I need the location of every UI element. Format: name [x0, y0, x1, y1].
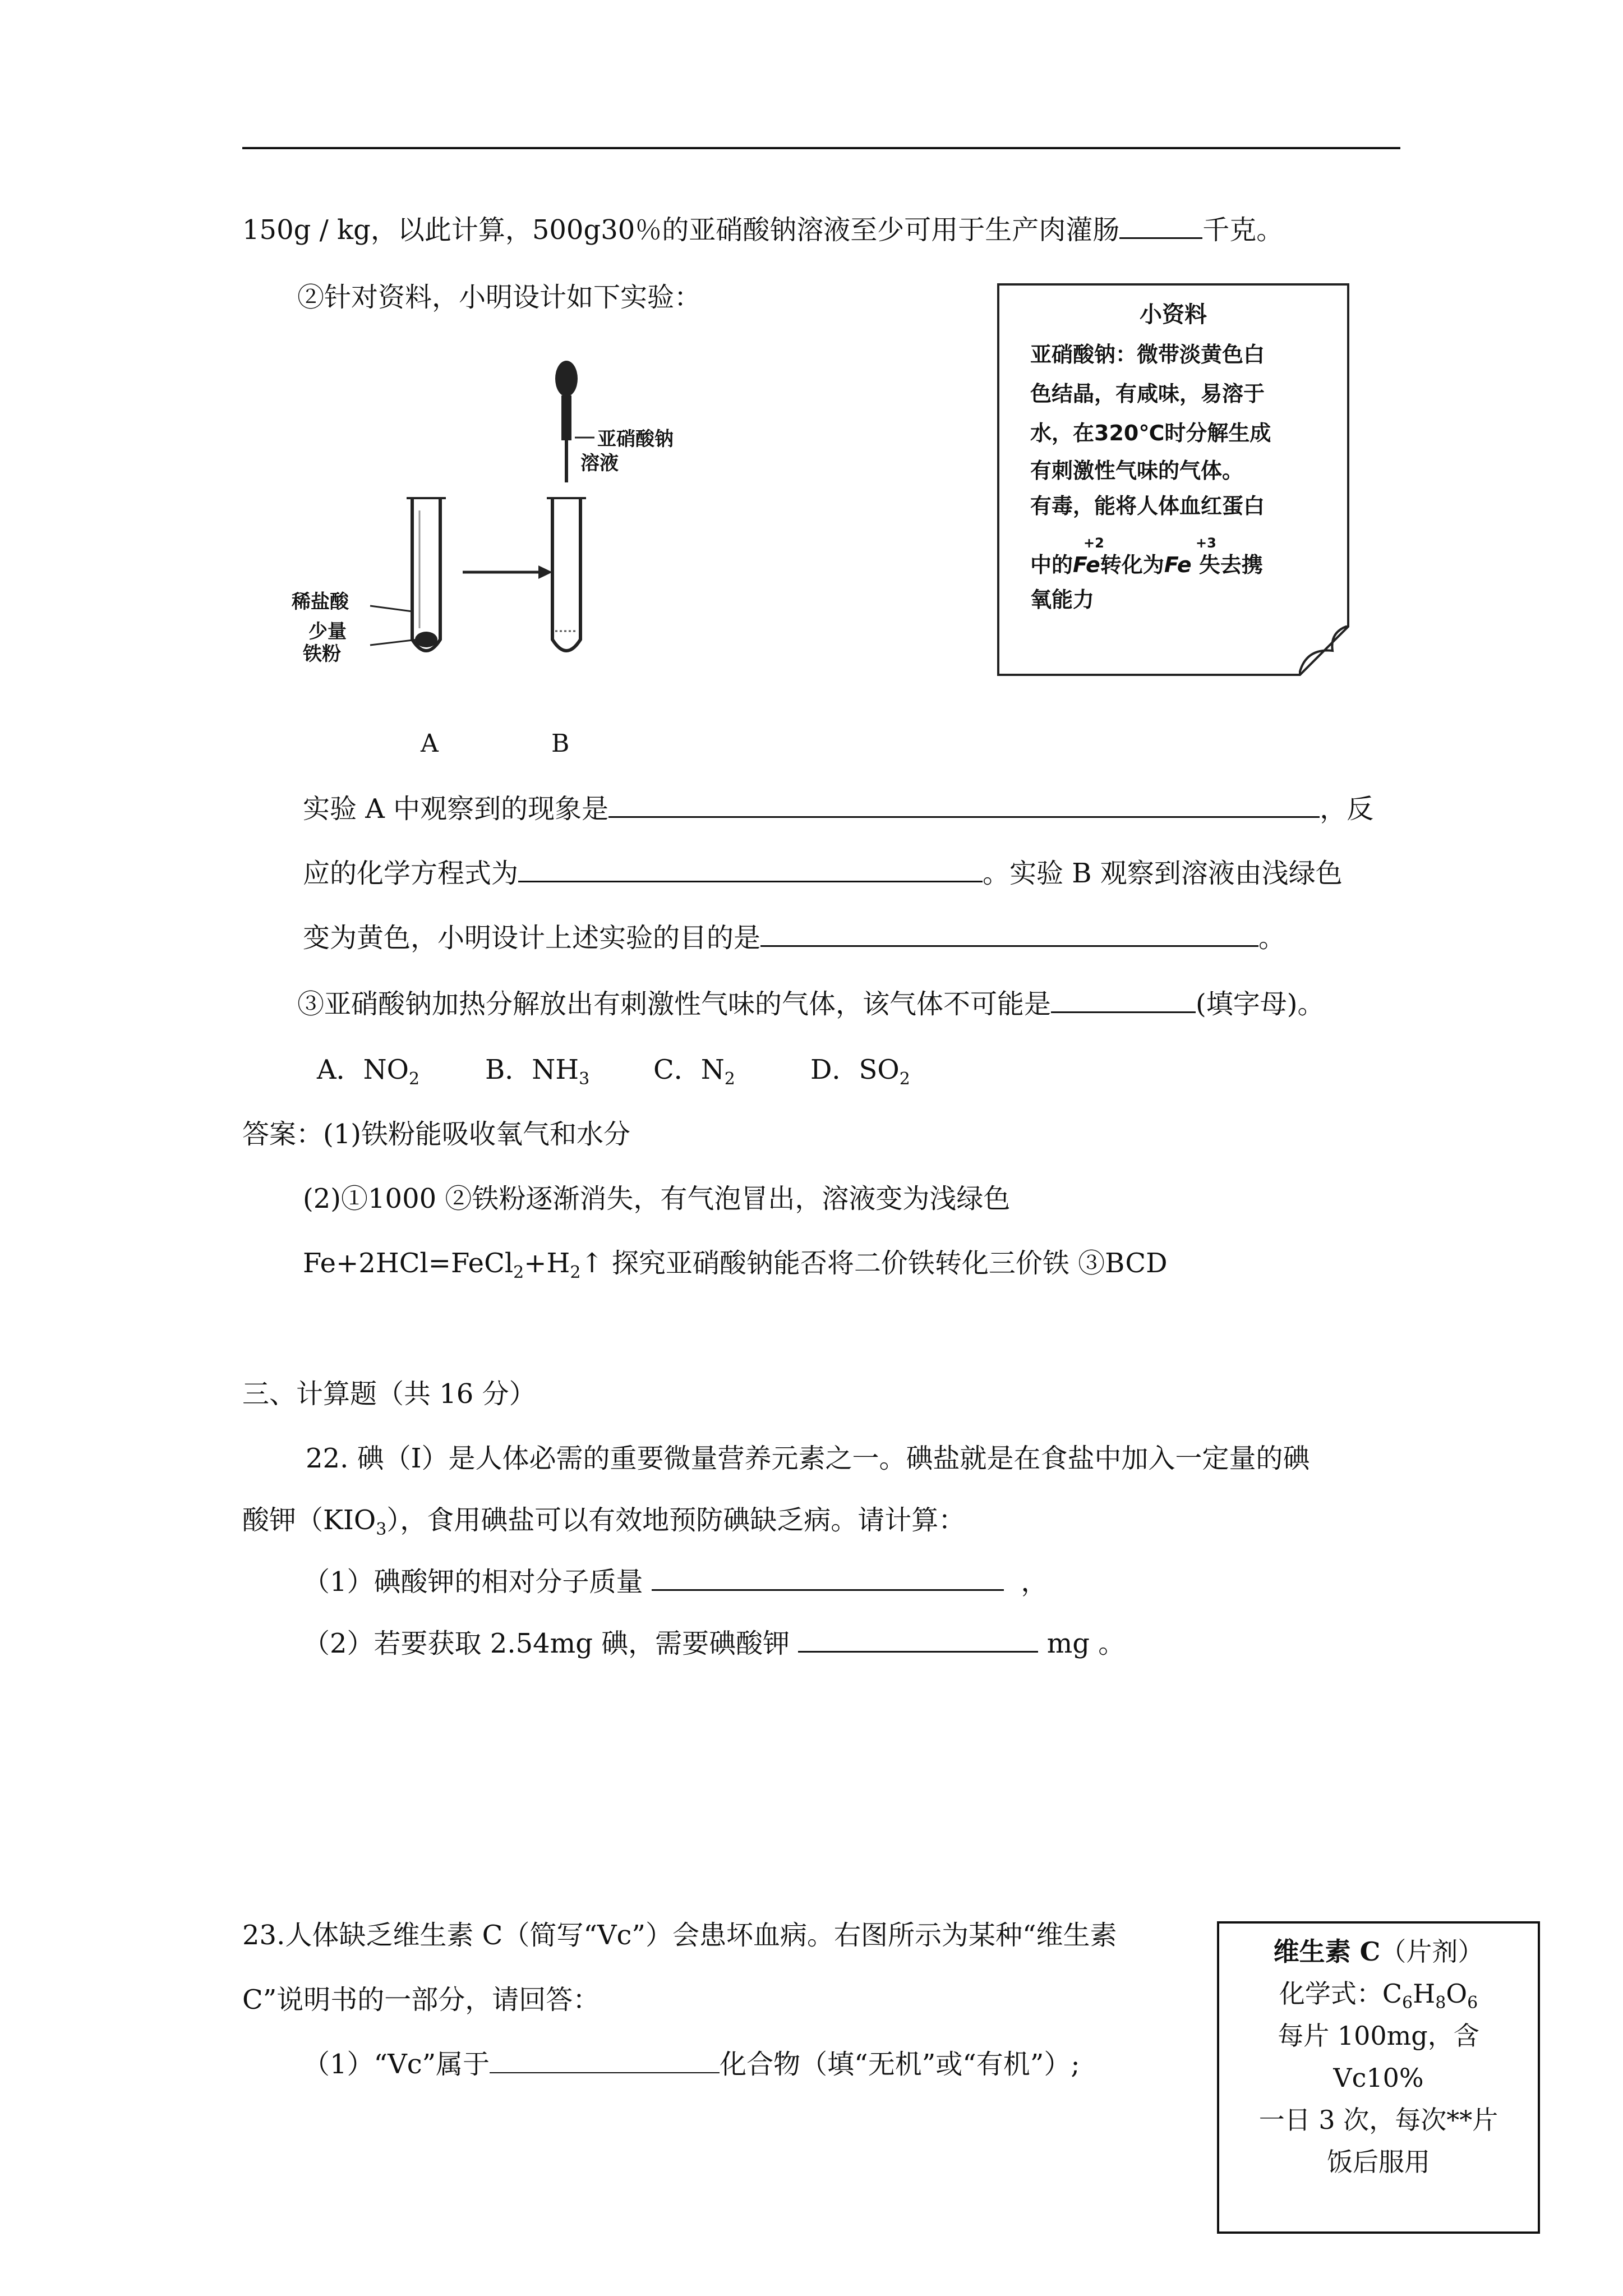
- vitamin-frequency: 一日 3 次，每次**片: [1258, 2105, 1498, 2135]
- q3-line: ③亚硝酸钠加热分解放出有刺激性气味的气体，该气体不可能是 (填字母)。: [297, 988, 1325, 1020]
- answer-blank-equation[interactable]: [518, 881, 983, 882]
- answer-line-1: 答案：(1)铁粉能吸收氧气和水分: [242, 1119, 630, 1150]
- section-heading: 三、计算题（共 16 分）: [242, 1378, 536, 1410]
- q21-intro: ②针对资料，小明设计如下实验：: [297, 282, 702, 313]
- oxidation-state-2: +2: [1083, 535, 1104, 551]
- info-note: [997, 283, 1349, 676]
- note-line-5: 有毒，能将人体血红蛋白: [1030, 494, 1265, 518]
- note-line-3: 水，在320℃时分解生成: [1030, 421, 1271, 445]
- answer-blank-phenomenon[interactable]: [608, 816, 1320, 818]
- answer-line-3: $Fe+2HCl=FeCl_2+H_2↑$ 探究亚硝酸钠能否将二价铁转化三价铁 ③BCD: [303, 1248, 1168, 1282]
- note-line-7: 氧能力: [1030, 587, 1095, 612]
- answer-blank-compound-type[interactable]: [490, 2072, 720, 2073]
- label-hcl: 稀盐酸: [292, 591, 349, 613]
- exp-a-line: 实验 A 中观察到的现象是 ，反: [303, 793, 1374, 825]
- note-title: 小资料: [1140, 302, 1207, 328]
- vitamin-formula: 化学式：$C_6H_8O_6$: [1279, 1978, 1478, 2013]
- page-curl-icon: [1299, 625, 1349, 676]
- answer-blank-mass[interactable]: [798, 1651, 1038, 1653]
- option-a: A．$NO_2$: [317, 1054, 420, 1089]
- q21-line1: 150g / kg，以此计算，500g30％的亚硝酸钠溶液至少可用于生产肉灌肠 千克。: [242, 214, 1284, 246]
- answer-blank-purpose[interactable]: [760, 945, 1258, 947]
- option-c: C．$N_2$: [653, 1054, 735, 1089]
- answer-blank-molar-mass[interactable]: [652, 1589, 1004, 1591]
- label-small: 少量: [308, 620, 347, 643]
- q23-line-1: 23.人体缺乏维生素 C（简写“Vc”）会患坏血病。右图所示为某种“维生素: [242, 1920, 1117, 1951]
- note-line-4: 有刺激性气味的气体。: [1030, 458, 1244, 483]
- purpose-line: 变为黄色，小明设计上述实验的目的是 。: [303, 922, 1286, 954]
- option-d: D．$SO_2$: [810, 1054, 910, 1089]
- note-line-1: 亚硝酸钠：微带淡黄色白: [1030, 342, 1265, 367]
- experiment-diagram: [292, 348, 729, 665]
- equation-line: 应的化学方程式为 。实验 B 观察到溶液由浅绿色: [303, 858, 1343, 889]
- note-line-2: 色结晶，有咸味，易溶于: [1030, 381, 1265, 406]
- q23-line-3: （1）“Vc”属于 化合物（填“无机”或“有机”）;: [303, 2049, 1080, 2080]
- vitamin-c-label: [1217, 1921, 1540, 2234]
- label-iron-powder: 铁粉: [303, 643, 341, 665]
- label-solution: 溶液: [580, 452, 619, 475]
- note-line-6: 中的Fe转化为Fe 失去携: [1030, 553, 1263, 577]
- answer-blank-kg[interactable]: [1119, 237, 1202, 239]
- vitamin-content: Vc10%: [1333, 2063, 1424, 2093]
- vitamin-instruction: 饭后服用: [1327, 2147, 1430, 2177]
- header-rule: [242, 147, 1400, 149]
- vitamin-dose: 每片 100mg，含: [1278, 2021, 1479, 2051]
- q22-line-1: 22. 碘（I）是人体必需的重要微量营养元素之一。碘盐就是在食盐中加入一定量的碘: [306, 1443, 1310, 1474]
- test-tube-illustration: [292, 348, 729, 662]
- oxidation-state-3: +3: [1196, 535, 1216, 551]
- q22-part-2: （2）若要获取 2.54mg 碘，需要碘酸钾 mg 。: [303, 1628, 1126, 1659]
- q23-line-2: C”说明书的一部分，请回答：: [242, 1984, 600, 2016]
- option-b: B．$NH_3$: [485, 1054, 590, 1089]
- label-nitrite: 亚硝酸钠: [597, 428, 674, 450]
- label-b: B: [551, 729, 570, 758]
- q22-line-2: 酸钾$(KIO_3)$，食用碘盐可以有效地预防碘缺乏病。请计算：: [242, 1504, 966, 1539]
- vitamin-title: 维生素 C（片剂）: [1273, 1936, 1484, 1967]
- answer-line-2: (2)①1000 ②铁粉逐渐消失，有气泡冒出，溶液变为浅绿色: [303, 1183, 1011, 1214]
- q22-part-1: （1）碘酸钾的相对分子质量 ，: [303, 1566, 1048, 1598]
- label-a: A: [421, 729, 439, 758]
- answer-blank-gas[interactable]: [1051, 1011, 1196, 1013]
